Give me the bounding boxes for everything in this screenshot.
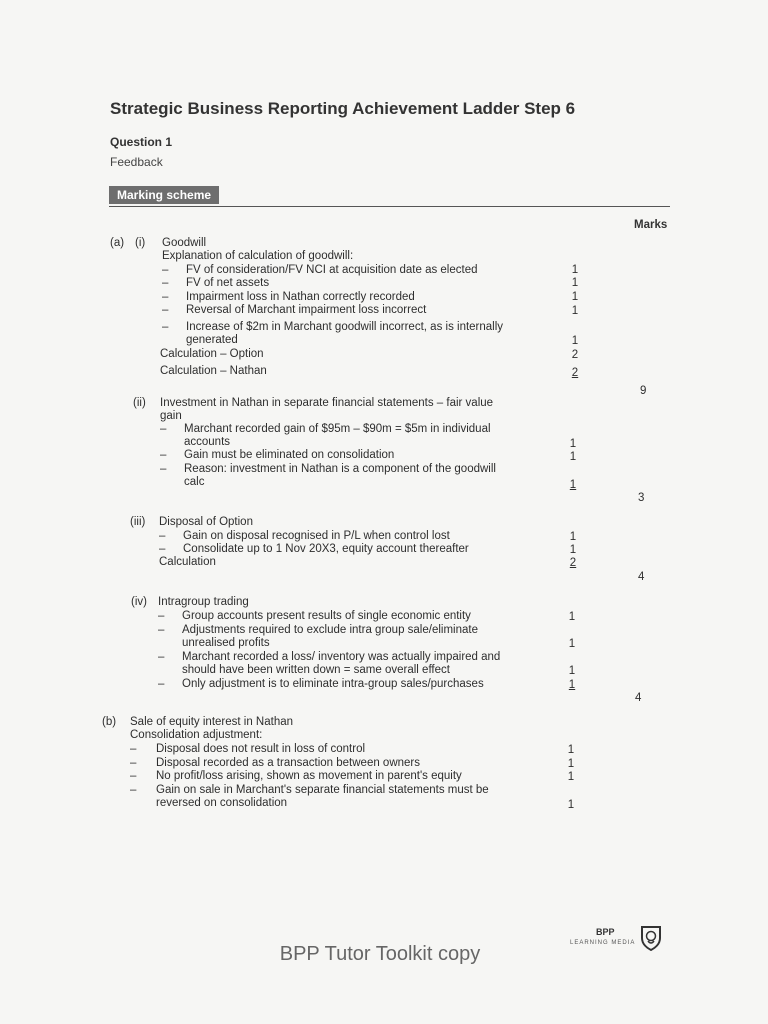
line-sale-equity: Sale of equity interest in Nathan [130, 716, 294, 728]
line-no-profit: No profit/loss arising, shown as movement in parent's equity [156, 770, 462, 782]
mark: 1 [571, 305, 579, 317]
line-calc-nathan: Calculation – Nathan [160, 365, 267, 377]
line-gain-disposal: Gain on disposal recognised in P/L when control lost [183, 530, 450, 542]
line-calculation: Calculation [159, 556, 216, 568]
logo-subtitle: LEARNING MEDIA [570, 940, 636, 946]
line-only-adjustment: Only adjustment is to eliminate intra-group sales/purchases [182, 678, 484, 690]
line-marchant-gain: Marchant recorded gain of $95m – $90m = $5m in individual [184, 423, 491, 435]
mark: 1 [568, 665, 576, 677]
heading-rule [109, 206, 670, 207]
mark: 1 [568, 679, 576, 691]
line-disposal-control: Disposal does not result in loss of control [156, 743, 366, 755]
line-increase: Increase of $2m in Marchant goodwill incorrect, as is internally [186, 321, 504, 333]
question-label: Question 1 [110, 135, 173, 149]
line-disposal-owners: Disposal recorded as a transaction between owners [156, 757, 421, 769]
mark: 2 [571, 367, 579, 379]
bullet-dash: – [130, 784, 137, 796]
line-gain-sale-cont: reversed on consolidation [156, 797, 288, 809]
line-marchant-loss-cont: should have been written down = same overall effect [182, 664, 450, 676]
sub-iii-label: (iii) [130, 516, 146, 528]
line-fv-net-assets: FV of net assets [186, 277, 270, 289]
mark: 1 [569, 451, 577, 463]
line-impairment-loss: Impairment loss in Nathan correctly recorded [186, 291, 415, 303]
mark: 1 [571, 291, 579, 303]
sub-iv-label: (iv) [131, 596, 147, 608]
bullet-dash: – [130, 770, 137, 782]
line-gain-eliminated: Gain must be eliminated on consolidation [184, 449, 395, 461]
mark: 1 [568, 638, 576, 650]
line-investment-cont: gain [160, 410, 182, 422]
bpp-logo [566, 925, 666, 955]
bullet-dash: – [160, 463, 167, 475]
bullet-dash: – [130, 757, 137, 769]
shield-icon [640, 925, 662, 951]
bullet-dash: – [162, 264, 169, 276]
line-adjustments: Adjustments required to exclude intra group sale/eliminate [182, 624, 478, 636]
part-a-label: (a) [110, 237, 125, 249]
bullet-dash: – [158, 651, 165, 663]
mark: 2 [569, 557, 577, 569]
subtotal-a-iii: 4 [638, 571, 645, 583]
part-b-label: (b) [102, 716, 117, 728]
line-marchant-loss: Marchant recorded a loss/ inventory was actually impaired and [182, 651, 501, 663]
bullet-dash: – [158, 678, 165, 690]
mark: 1 [571, 335, 579, 347]
bullet-dash: – [162, 304, 169, 316]
mark: 1 [569, 531, 577, 543]
mark: 1 [571, 277, 579, 289]
mark: 1 [568, 611, 576, 623]
bullet-dash: – [130, 743, 137, 755]
mark: 1 [569, 479, 577, 491]
footer-watermark: BPP Tutor Toolkit copy [279, 943, 481, 965]
line-fv-consideration: FV of consideration/FV NCI at acquisition date as elected [186, 264, 478, 276]
line-consolidate: Consolidate up to 1 Nov 20X3, equity account thereafter [183, 543, 469, 555]
bullet-dash: – [162, 291, 169, 303]
line-consol-adj: Consolidation adjustment: [130, 729, 263, 741]
sub-i-label: (i) [135, 237, 146, 249]
bullet-dash: – [158, 610, 165, 622]
mark: 1 [569, 438, 577, 450]
sub-ii-label: (ii) [133, 397, 146, 409]
marks-column-header: Marks [634, 219, 668, 231]
mark: 1 [569, 544, 577, 556]
line-intragroup: Intragroup trading [158, 596, 249, 608]
subtotal-a-ii: 3 [638, 492, 645, 504]
line-calc-option: Calculation – Option [160, 348, 264, 360]
line-gain-sale: Gain on sale in Marchant's separate financial statements must be [156, 784, 489, 796]
bullet-dash: – [162, 321, 169, 333]
bullet-dash: – [160, 449, 167, 461]
logo-name: BPP [596, 927, 615, 937]
subtotal-a-iv: 4 [635, 692, 642, 704]
line-disposal-option: Disposal of Option [159, 516, 253, 528]
line-reason: Reason: investment in Nathan is a component of the goodwill [184, 463, 496, 475]
document-title: Strategic Business Reporting Achievement Ladder Step 6 [110, 99, 576, 118]
mark: 2 [571, 349, 579, 361]
line-reversal: Reversal of Marchant impairment loss incorrect [186, 304, 427, 316]
marking-scheme-heading: Marking scheme [109, 186, 219, 204]
mark: 1 [567, 771, 575, 783]
bullet-dash: – [159, 530, 166, 542]
mark: 1 [571, 264, 579, 276]
bullet-dash: – [162, 277, 169, 289]
line-marchant-gain-cont: accounts [184, 436, 231, 448]
line-investment: Investment in Nathan in separate financial statements – fair value [160, 397, 494, 409]
line-reason-cont: calc [184, 476, 205, 488]
line-adjustments-cont: unrealised profits [182, 637, 270, 649]
feedback-label: Feedback [110, 155, 163, 169]
mark: 1 [567, 799, 575, 811]
bullet-dash: – [158, 624, 165, 636]
mark: 1 [567, 744, 575, 756]
line-goodwill: Goodwill [162, 237, 207, 249]
line-increase-cont: generated [186, 334, 238, 346]
bullet-dash: – [160, 423, 167, 435]
line-explanation: Explanation of calculation of goodwill: [162, 250, 354, 262]
mark: 1 [567, 758, 575, 770]
bullet-dash: – [159, 543, 166, 555]
subtotal-a-i: 9 [640, 385, 647, 397]
line-group-accounts: Group accounts present results of single economic entity [182, 610, 471, 622]
